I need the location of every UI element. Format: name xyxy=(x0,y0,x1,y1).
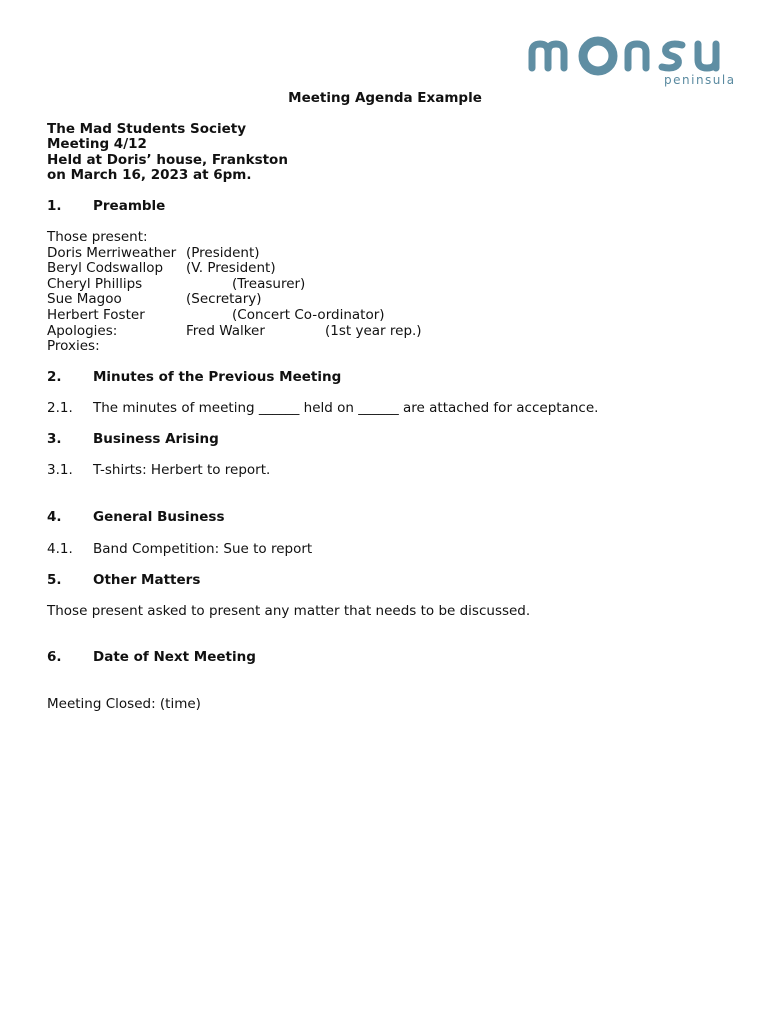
section-number-business: 3. xyxy=(47,431,62,447)
section-number-minutes: 2. xyxy=(47,369,62,385)
attendee-role: (V. President) xyxy=(186,260,276,276)
item-text-general: Band Competition: Sue to report xyxy=(93,541,313,557)
apologies-name: Fred Walker xyxy=(186,323,265,339)
section-heading-other: Other Matters xyxy=(93,572,201,588)
item-number-minutes: 2.1. xyxy=(47,400,73,416)
apologies-role: (1st year rep.) xyxy=(325,323,422,339)
attendee-name: Doris Merriweather xyxy=(47,245,177,261)
meeting-closed-text: Meeting Closed: (time) xyxy=(47,696,201,712)
section-number-next: 6. xyxy=(47,649,62,665)
item-text-minutes: The minutes of meeting ______ held on ______ are attached for acceptance. xyxy=(93,400,599,416)
other-matters-text: Those present asked to present any matter that needs to be discussed. xyxy=(47,603,531,619)
attendee-role: (Concert Co-ordinator) xyxy=(232,307,385,323)
item-number-general: 4.1. xyxy=(47,541,73,557)
header-line-meeting: Meeting 4/12 xyxy=(47,136,147,152)
attendee-name: Sue Magoo xyxy=(47,291,122,307)
section-number-other: 5. xyxy=(47,572,62,588)
section-heading-business: Business Arising xyxy=(93,431,219,447)
attendee-role: (President) xyxy=(186,245,260,261)
proxies-label: Proxies: xyxy=(47,338,100,354)
apologies-label: Apologies: xyxy=(47,323,118,339)
section-number-general: 4. xyxy=(47,509,62,525)
attendance-label: Those present: xyxy=(47,229,148,245)
header-line-location: Held at Doris’ house, Frankston xyxy=(47,152,288,168)
logo-subtitle: peninsula xyxy=(664,73,736,87)
item-number-business: 3.1. xyxy=(47,462,73,478)
header-line-date: on March 16, 2023 at 6pm. xyxy=(47,167,252,183)
attendee-name: Beryl Codswallop xyxy=(47,260,164,276)
section-heading-preamble: Preamble xyxy=(93,198,166,214)
section-number-preamble: 1. xyxy=(47,198,62,214)
item-text-business: T-shirts: Herbert to report. xyxy=(93,462,271,478)
attendee-role: (Treasurer) xyxy=(232,276,306,292)
attendee-name: Cheryl Phillips xyxy=(47,276,143,292)
section-heading-minutes: Minutes of the Previous Meeting xyxy=(93,369,342,385)
attendee-name: Herbert Foster xyxy=(47,307,145,323)
header-line-society: The Mad Students Society xyxy=(47,121,247,137)
document-title: Meeting Agenda Example xyxy=(288,90,482,106)
section-heading-next: Date of Next Meeting xyxy=(93,649,256,665)
section-heading-general: General Business xyxy=(93,509,225,525)
attendee-role: (Secretary) xyxy=(186,291,262,307)
